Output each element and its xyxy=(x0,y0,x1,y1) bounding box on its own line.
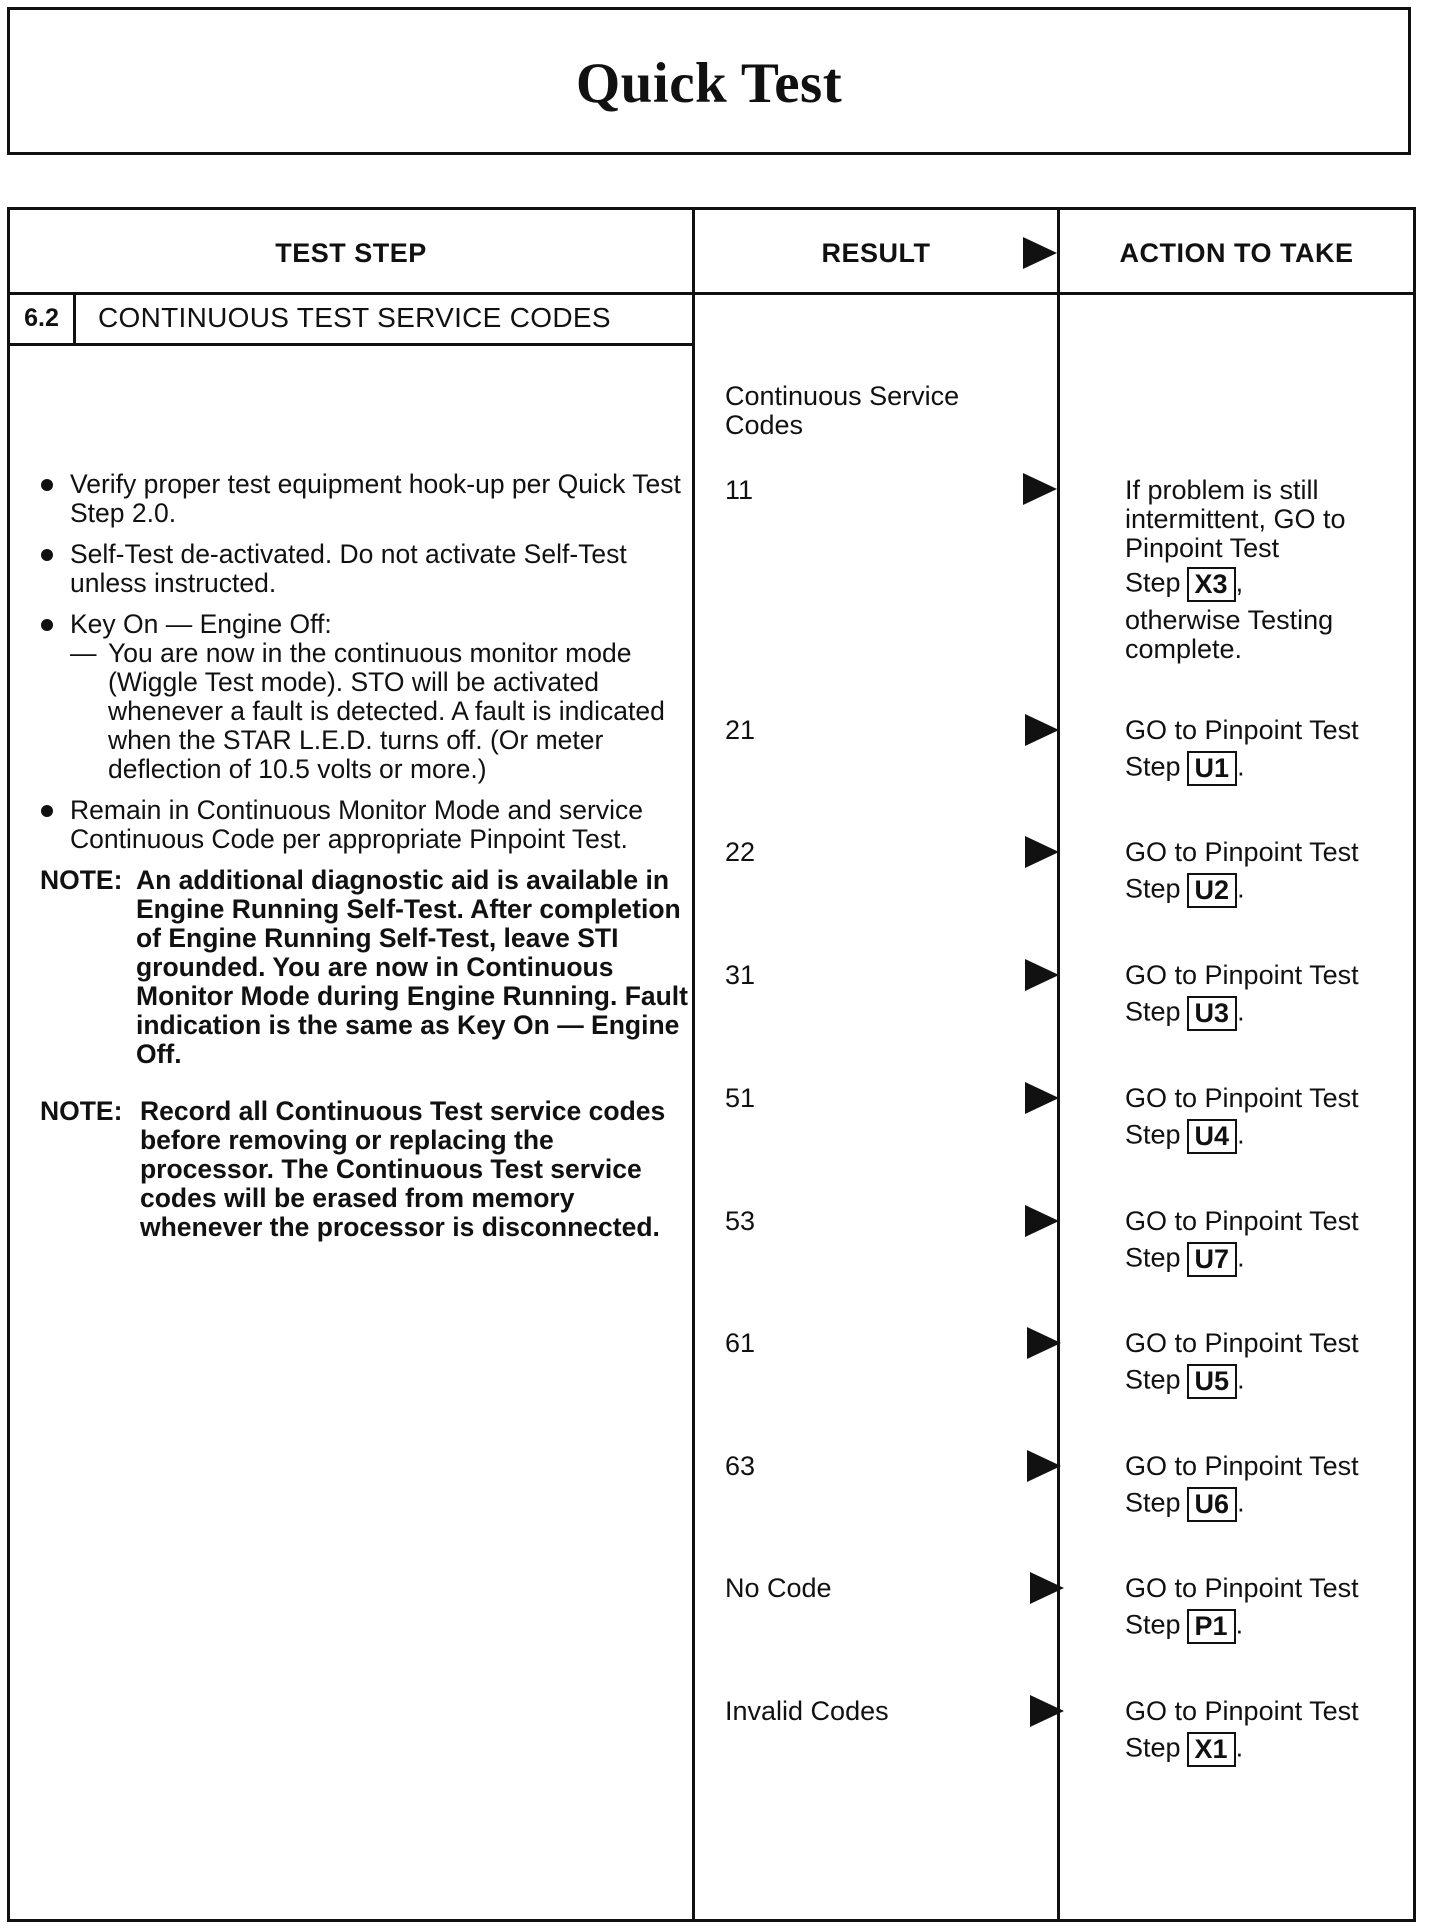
step-number: 6.2 xyxy=(24,304,59,332)
action-step-line xyxy=(1125,1242,1415,1277)
column-divider-action xyxy=(1057,210,1060,1919)
pinpoint-code-box: U7 xyxy=(1187,1242,1238,1277)
step-suffix: . xyxy=(1237,996,1245,1027)
step-suffix: . xyxy=(1237,751,1245,782)
header-arrow-icon xyxy=(1023,237,1057,269)
action-item xyxy=(1125,1452,1415,1522)
arrow-right-icon xyxy=(1025,714,1059,746)
arrow-right-icon xyxy=(1027,1327,1061,1359)
dash-icon: — xyxy=(70,638,97,668)
action-text: GO to Pinpoint Test xyxy=(1125,960,1359,990)
header-result: RESULT xyxy=(821,238,931,268)
result-code: 63 xyxy=(725,1451,756,1481)
pinpoint-code-box: U4 xyxy=(1187,1119,1238,1154)
instruction-item xyxy=(40,610,690,784)
step-suffix: . xyxy=(1235,1609,1244,1640)
results-heading: Continuous Service Codes xyxy=(725,381,960,440)
result-code: 61 xyxy=(725,1328,756,1358)
column-divider-result xyxy=(692,210,695,1919)
arrow-right-icon xyxy=(1030,1572,1064,1604)
arrow-right-icon xyxy=(1027,1450,1061,1482)
bullet-icon xyxy=(41,549,53,561)
step-label: Step xyxy=(1125,567,1181,598)
action-step-line xyxy=(1125,1732,1415,1767)
action-step-line xyxy=(1125,751,1415,786)
step-label: Step xyxy=(1125,1487,1181,1518)
action-step-line xyxy=(1125,996,1415,1031)
header-test-step: TEST STEP xyxy=(275,238,427,268)
step-label: Step xyxy=(1125,873,1181,904)
action-item xyxy=(1125,1329,1415,1399)
pinpoint-code-box: U2 xyxy=(1187,873,1238,908)
quick-test-table xyxy=(7,207,1416,1922)
action-text: GO to Pinpoint Test xyxy=(1125,837,1359,867)
action-otherwise-text: otherwise Testing complete. xyxy=(1125,605,1334,664)
instruction-text: Key On — Engine Off: xyxy=(70,609,332,639)
action-item xyxy=(1125,838,1415,908)
action-text: GO to Pinpoint Test xyxy=(1125,1573,1359,1603)
action-first xyxy=(1125,476,1385,664)
pinpoint-code-box: U3 xyxy=(1187,996,1238,1031)
step-suffix: . xyxy=(1237,1487,1245,1518)
pinpoint-code-box: P1 xyxy=(1187,1609,1236,1644)
pinpoint-code-box: U1 xyxy=(1187,751,1238,786)
result-code: 11 xyxy=(725,475,754,505)
action-item xyxy=(1125,1207,1415,1277)
sub-instruction xyxy=(70,639,690,784)
pinpoint-code-box: X3 xyxy=(1187,567,1236,602)
bullet-icon xyxy=(41,479,53,491)
result-code: 21 xyxy=(725,715,756,745)
arrow-right-icon xyxy=(1023,473,1057,505)
action-step-line xyxy=(1125,567,1385,602)
instruction-text: Verify proper test equipment hook-up per Quick Test Step 2.0. xyxy=(70,469,681,528)
step-number-divider xyxy=(73,292,76,343)
action-item xyxy=(1125,1697,1415,1767)
note-text: Record all Continuous Test service codes before removing or replacing the processor. The Continuous Test service codes will be erased from memory whenever the processor is disconnected. xyxy=(140,1096,666,1242)
instruction-text: Self-Test de-activated. Do not activate Self-Test unless instructed. xyxy=(70,539,627,598)
step-suffix: . xyxy=(1235,1732,1244,1763)
instruction-item xyxy=(40,540,690,598)
step-title-divider xyxy=(10,343,694,346)
note-record-codes xyxy=(40,1097,690,1242)
note-label: NOTE: xyxy=(40,865,123,895)
bullet-icon xyxy=(41,805,53,817)
pinpoint-code-box: U5 xyxy=(1187,1364,1238,1399)
note-text: An additional diagnostic aid is available in Engine Running Self-Test. After completion of Engine Running Self-Test, leave STI grounded. You are now in Continuous Monitor Mode during Engine Running. Fault indication is the same as Key On — Engine Off. xyxy=(136,865,688,1069)
action-step-line xyxy=(1125,1609,1415,1644)
action-text: GO to Pinpoint Test xyxy=(1125,1451,1359,1481)
bullet-icon xyxy=(41,619,53,631)
result-code: 51 xyxy=(725,1083,756,1113)
action-step-line xyxy=(1125,1487,1415,1522)
header-action-to-take: ACTION TO TAKE xyxy=(1119,238,1354,268)
action-text: GO to Pinpoint Test xyxy=(1125,1206,1359,1236)
step-title: CONTINUOUS TEST SERVICE CODES xyxy=(98,302,611,333)
step-label: Step xyxy=(1125,751,1181,782)
step-label: Step xyxy=(1125,1242,1181,1273)
page-title: Quick Test xyxy=(575,52,843,115)
step-label: Step xyxy=(1125,996,1181,1027)
instruction-item xyxy=(40,796,690,854)
arrow-right-icon xyxy=(1025,836,1059,868)
action-item xyxy=(1125,1084,1415,1154)
pinpoint-code-box: U6 xyxy=(1187,1487,1238,1522)
step-suffix: . xyxy=(1237,1119,1245,1150)
result-code: Invalid Codes xyxy=(725,1696,889,1726)
action-text: If problem is still intermittent, GO to Pinpoint Test xyxy=(1125,475,1346,563)
note-diagnostic-aid xyxy=(40,866,690,1069)
action-item xyxy=(1125,716,1415,786)
action-text: GO to Pinpoint Test xyxy=(1125,1083,1359,1113)
action-item xyxy=(1125,961,1415,1031)
step-suffix: . xyxy=(1237,873,1245,904)
note-label: NOTE: xyxy=(40,1096,123,1126)
action-text: GO to Pinpoint Test xyxy=(1125,1328,1359,1358)
pinpoint-code-box: X1 xyxy=(1187,1732,1236,1767)
instruction-text: Remain in Continuous Monitor Mode and service Continuous Code per appropriate Pinpoint Test. xyxy=(70,795,643,854)
step-suffix: . xyxy=(1237,1242,1245,1273)
header-divider xyxy=(10,292,1413,295)
arrow-right-icon xyxy=(1025,1205,1059,1237)
sub-instruction-text: You are now in the continuous monitor mode (Wiggle Test mode). STO will be activated whenever a fault is detected. A fault is indicated when the STAR L.E.D. turns off. (Or meter deflection of 10.5 volts or more.) xyxy=(108,638,665,784)
test-step-instructions xyxy=(40,470,690,1242)
step-label: Step xyxy=(1125,1119,1181,1150)
step-suffix: . xyxy=(1237,1364,1245,1395)
step-suffix: , xyxy=(1235,567,1244,598)
step-label: Step xyxy=(1125,1364,1181,1395)
action-text: GO to Pinpoint Test xyxy=(1125,1696,1359,1726)
result-code: 22 xyxy=(725,837,756,867)
result-code: 53 xyxy=(725,1206,756,1236)
result-code: No Code xyxy=(725,1573,832,1603)
action-text: GO to Pinpoint Test xyxy=(1125,715,1359,745)
action-item xyxy=(1125,1574,1415,1644)
step-label: Step xyxy=(1125,1732,1181,1763)
action-step-line xyxy=(1125,1119,1415,1154)
arrow-right-icon xyxy=(1025,959,1059,991)
instruction-item xyxy=(40,470,690,528)
action-step-line xyxy=(1125,1364,1415,1399)
arrow-right-icon xyxy=(1030,1695,1064,1727)
title-box xyxy=(7,7,1411,155)
step-label: Step xyxy=(1125,1609,1181,1640)
result-code: 31 xyxy=(725,960,756,990)
arrow-right-icon xyxy=(1025,1082,1059,1114)
action-step-line xyxy=(1125,873,1415,908)
